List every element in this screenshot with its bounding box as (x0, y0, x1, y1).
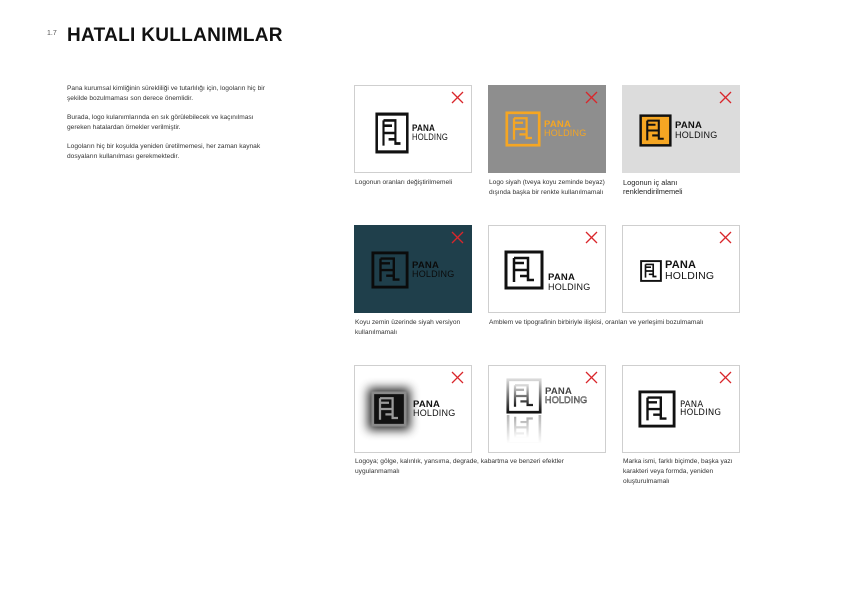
wrong-cross-icon (719, 91, 732, 104)
pana-emblem-icon (639, 114, 672, 147)
intro-paragraph-1: Pana kurumsal kimliğinin sürekliliği ve tutarlılığı için, logoların hiç bir şekilde bozulmaması son derece önemlidir. (67, 85, 265, 102)
example-card-filled-inner (622, 85, 740, 173)
wordmark-holding: HOLDING (412, 132, 449, 143)
pana-wordmark (548, 273, 590, 292)
wordmark-holding: HOLDING (412, 269, 455, 280)
caption-7: Logoya; gölge, kalınlık, yansıma, degrade, kabartma ve benzeri efektler uygulanmamalı (355, 458, 564, 475)
pana-emblem-icon (504, 250, 544, 290)
wordmark-pana: PANA (665, 259, 697, 272)
pana-logo (505, 111, 586, 147)
wrong-cross-icon (585, 91, 598, 104)
example-card-wrong-color (488, 85, 606, 173)
wordmark-pana: PANA (413, 398, 441, 410)
wordmark-holding: HOLDING (413, 408, 456, 419)
caption-1: Logonun oranları değiştirilmemeli (355, 179, 453, 186)
intro-paragraph-2: Burada, logo kulanımlarında en sık görülebilecek ve kaçınılması gereken hatalardan örnekler verilmiştir. (67, 114, 254, 131)
caption-4: Koyu zemin üzerinde siyah versiyon kullanılmamalı (355, 319, 461, 336)
example-card-shadow-effect (354, 365, 472, 453)
pana-emblem-icon (506, 378, 542, 414)
wordmark-holding: HOLDING (544, 128, 587, 139)
wordmark-holding: HOLDING (680, 408, 722, 418)
pana-logo (506, 378, 587, 414)
pana-logo (640, 260, 714, 282)
pana-logo (371, 391, 455, 427)
wordmark-pana: PANA (548, 272, 576, 283)
page-title: HATALI KULLANIMLAR (67, 25, 283, 46)
example-card-dark-background (354, 225, 472, 313)
pana-logo (371, 251, 454, 289)
wordmark-pana: PANA (545, 385, 573, 397)
wordmark-pana: PANA (412, 259, 440, 271)
pana-emblem-icon (638, 390, 676, 428)
wrong-cross-icon (451, 231, 464, 244)
caption-3: Logonun iç alanı renklendirilmemeli (623, 178, 683, 196)
wordmark-pana: PANA (675, 120, 703, 132)
pana-emblem-icon (375, 112, 409, 154)
wrong-cross-icon (451, 91, 464, 104)
wordmark-holding: HOLDING (675, 129, 718, 140)
caption-2: Logo siyah (tveya koyu zeminde beyaz) dışında başka bir renkte kullanılmamalı (489, 179, 605, 196)
example-card-broken-relation (488, 225, 606, 313)
example-card-reflection-effect (488, 365, 606, 453)
intro-paragraph-3: Logoların hiç bir koşulda yeniden üretilmemesi, her zaman kaynak dosyaların kullanılması gerekmektedir. (67, 143, 261, 160)
pana-logo (375, 112, 454, 154)
pana-emblem-icon (371, 391, 407, 427)
section-number: 1.7 (47, 30, 57, 37)
wrong-cross-icon (451, 371, 464, 384)
wrong-cross-icon (719, 371, 732, 384)
example-card-wrong-typeface (622, 365, 740, 453)
wordmark-holding: HOLDING (548, 281, 591, 292)
wordmark-holding: HOLDING (545, 395, 588, 406)
intro-text (67, 84, 267, 171)
wrong-cross-icon (585, 231, 598, 244)
pana-emblem-icon (371, 251, 409, 289)
example-card-stretched (354, 85, 472, 173)
example-card-wrong-proportion (622, 225, 740, 313)
wordmark-pana: PANA (680, 399, 704, 410)
pana-logo (639, 114, 717, 147)
caption-5: Amblem ve tipografinin birbiriyle ilişkisi, oranları ve yerleşimi bozulmamalı (489, 319, 704, 326)
caption-9: Marka ismi, farklı biçimde, başka yazı karakteri veya formda, yeniden oluşturulmamalı (623, 458, 733, 485)
wordmark-holding: HOLDING (665, 270, 715, 283)
wordmark-pana: PANA (544, 118, 572, 130)
pana-emblem-icon (505, 111, 541, 147)
wrong-cross-icon (719, 231, 732, 244)
wordmark-pana: PANA (412, 122, 435, 134)
reflection-emblem-icon (506, 415, 542, 445)
pana-logo (638, 390, 721, 428)
pana-emblem-icon (640, 260, 662, 282)
